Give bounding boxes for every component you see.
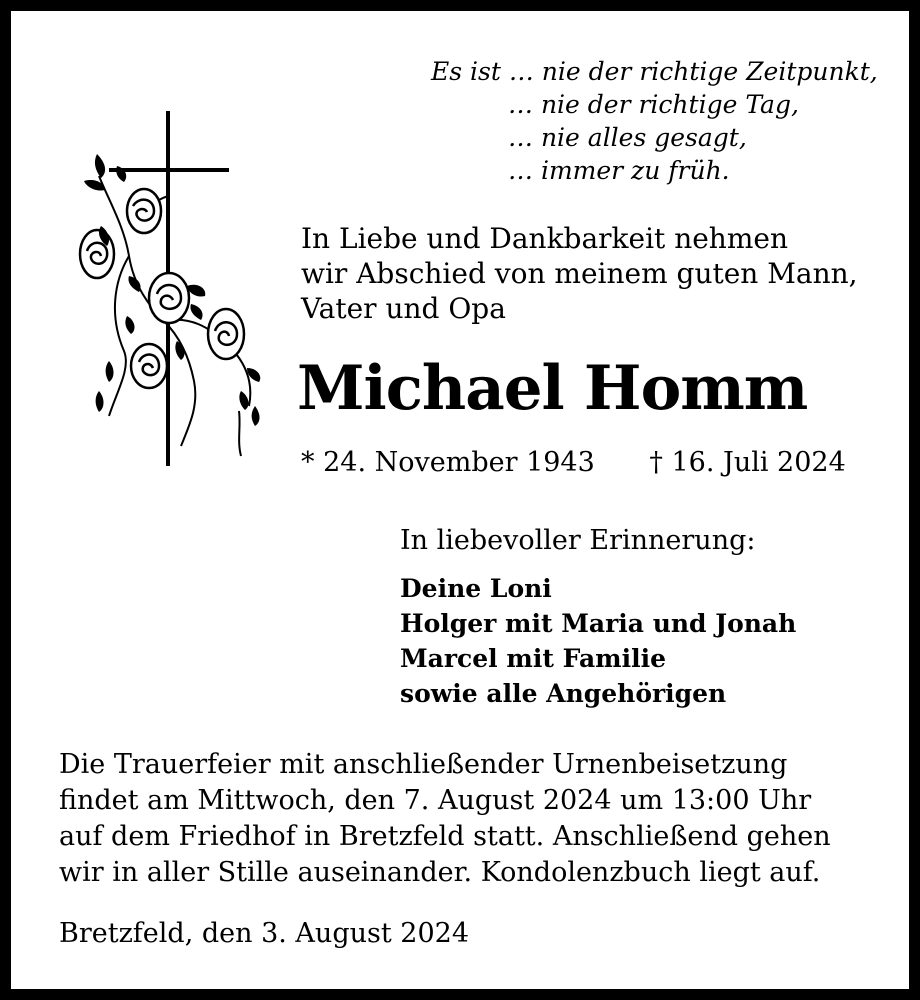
deceased-name: Michael Homm xyxy=(297,353,808,424)
poem-line: … nie der richtige Tag, xyxy=(508,90,799,119)
mourner: Marcel mit Familie xyxy=(400,644,667,673)
service-details xyxy=(59,747,899,891)
mourner: Holger mit Maria und Jonah xyxy=(400,609,797,638)
service-line: wir in aller Stille auseinander. Kondolenzbuch liegt auf. xyxy=(59,857,821,888)
birth-date: * 24. November 1943 xyxy=(301,447,595,478)
intro-line: Vater und Opa xyxy=(301,292,506,325)
life-dates xyxy=(301,445,901,481)
poem-line: … nie alles gesagt, xyxy=(508,123,747,152)
poem xyxy=(431,55,901,187)
intro-line: wir Abschied von meinem guten Mann, xyxy=(301,257,858,290)
service-line: Die Trauerfeier mit anschließender Urnenbeisetzung xyxy=(59,749,788,780)
mourners-list xyxy=(400,571,900,711)
service-line: auf dem Friedhof in Bretzfeld statt. Anschließend gehen xyxy=(59,821,831,852)
service-line: findet am Mittwoch, den 7. August 2024 um 13:00 Uhr xyxy=(59,785,812,816)
mourner: sowie alle Angehörigen xyxy=(400,679,727,708)
cross-with-roses-icon xyxy=(69,106,279,466)
place-and-date: Bretzfeld, den 3. August 2024 xyxy=(59,918,469,949)
intro-text xyxy=(301,221,901,326)
poem-line: Es ist … nie der richtige Zeitpunkt, xyxy=(431,57,878,86)
death-date: † 16. Juli 2024 xyxy=(649,447,846,478)
intro-line: In Liebe und Dankbarkeit nehmen xyxy=(301,222,788,255)
mourner: Deine Loni xyxy=(400,574,552,603)
poem-line: … immer zu früh. xyxy=(508,156,730,185)
remembrance-heading: In liebevoller Erinnerung: xyxy=(400,525,756,556)
